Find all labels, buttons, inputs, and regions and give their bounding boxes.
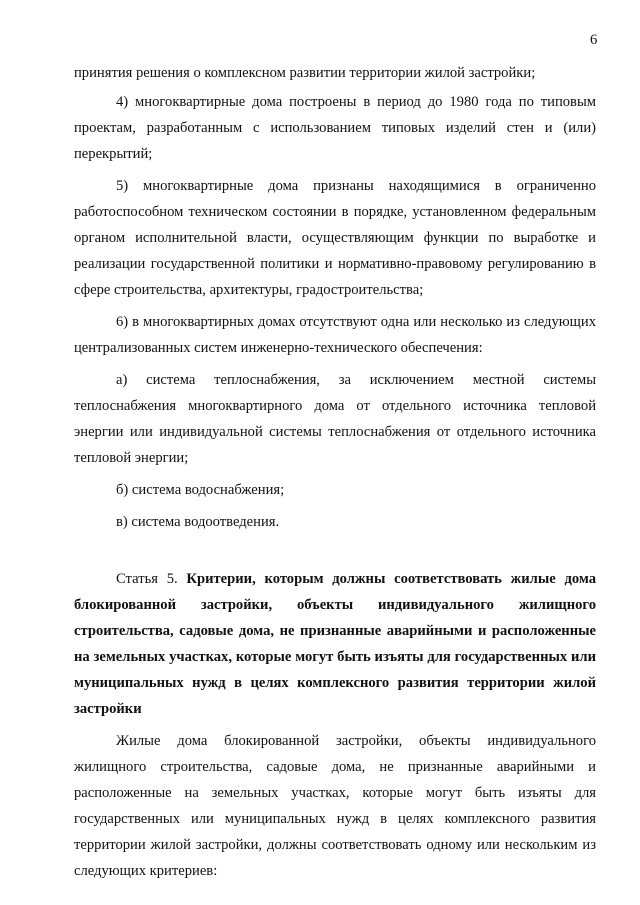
list-item-5: 5) многоквартирные дома признаны находящимися в ограниченно работоспособном техническом состоянии в порядке, установленном федеральным органом исполнительной власти, осуществляющим функции по выработке и реализации государственной политики и нормативно-правовому регулированию в сфере строительства, архитектуры, градостроительства; [74, 178, 596, 298]
article-title: Критерии, которым должны соответствовать жилые дома блокированной застройки, объекты индивидуального жилищного строительства, садовые дома, не признанные аварийными и расположенные на земельных участках, которые могут быть изъяты для государственных или муниципальных нужд в целях комплексного развития территории жилой застройки [74, 571, 596, 717]
list-item-4: 4) многоквартирные дома построены в период до 1980 года по типовым проектам, разработанным с использованием типовых изделий стен и (или) перекрытий; [74, 94, 596, 162]
sub-item-c: в) система водоотведения. [116, 514, 280, 530]
article-number: Статья 5. [116, 571, 187, 587]
sub-item-b: б) система водоснабжения; [116, 482, 285, 498]
document-body [74, 63, 596, 884]
article-body: Жилые дома блокированной застройки, объекты индивидуального жилищного строительства, садовые дома, не признанные аварийными и расположенные на земельных участках, которые могут быть изъяты для государственных или муниципальных нужд в целях комплексного развития территории жилой застройки, должны соответствовать одному или нескольким из следующих критериев: [74, 733, 596, 879]
article-heading [74, 566, 596, 722]
list-item-6: 6) в многоквартирных домах отсутствуют одна или несколько из следующих централизованных систем инженерно-технического обеспечения: [74, 314, 596, 356]
paragraph-continuation: принятия решения о комплексном развитии территории жилой застройки; [74, 65, 536, 81]
page-number: 6 [590, 32, 598, 48]
sub-item-a: а) система теплоснабжения, за исключением местной системы теплоснабжения многоквартирного дома от отдельного источника тепловой энергии или индивидуальной системы теплоснабжения от отдельного источника тепловой энергии; [74, 372, 596, 466]
